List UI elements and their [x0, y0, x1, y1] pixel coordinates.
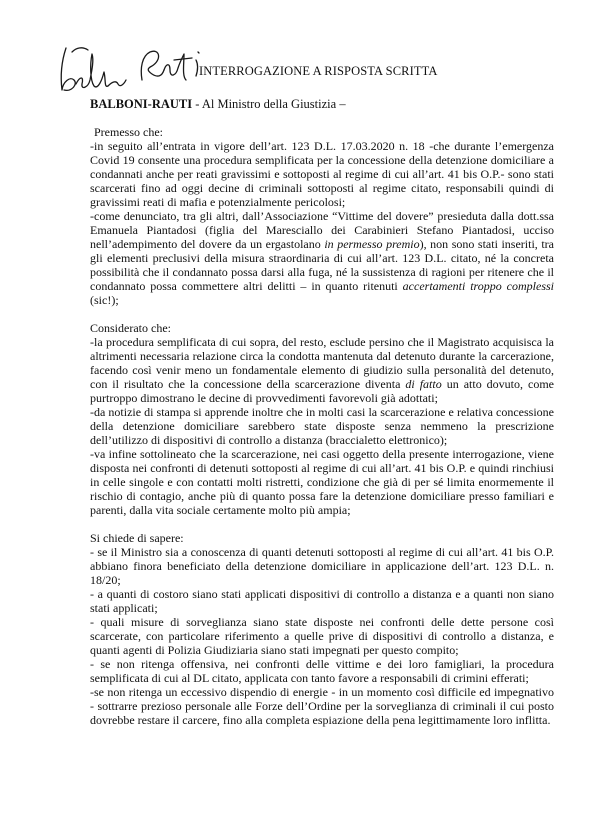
- question-4: - se non ritenga offensiva, nei confronti delle vittime e dei loro famigliari, la procedura semplificata di cui al DL citato, applicata con tanto favore a responsabili di crimini efferati;: [90, 657, 554, 685]
- document-header: [90, 97, 530, 111]
- document-body: [90, 125, 554, 727]
- considerato-heading: Considerato che:: [90, 321, 171, 335]
- question-2: - a quanti di costoro siano stati applicati dispositivi di controllo a distanza e a quanti non siano stati applicati;: [90, 587, 554, 615]
- si-chiede-heading: Si chiede di sapere:: [90, 531, 184, 545]
- considerato-paragraph-1: -la procedura semplificata di cui sopra, del resto, esclude persino che il Magistrato acquisisca la altrimenti necessaria relazione circa la condotta mantenuta dal detenuto durante la carcerazione, facendo così venir meno un fondamentale elemento di giudizio sulla personalità del detenuto, con il risultato che la concessione della scarcerazione diventa di fatto un atto dovuto, come purtroppo dimostrano le decine di provvedimenti favorevoli già adottati;: [90, 335, 554, 405]
- question-5: -se non ritenga un eccessivo dispendio di energie - in un momento così difficile ed impegnativo - sottrarre prezioso personale alle Forze dell’Ordine per la sorveglianza di criminali il cui posto dovrebbe restare il carcere, fino alla completa espiazione della pena legittimamente loro inflitta.: [90, 685, 554, 727]
- question-3: - quali misure di sorveglianza siano state disposte nei confronti delle dette persone così scarcerate, con particolare riferimento a quelle prive di dispositivi di controllo a distanza, e quanti agenti di Polizia Giudiziaria siano stati impegnati per questo compito;: [90, 615, 554, 657]
- premesso-paragraph-2: -come denunciato, tra gli altri, dall’Associazione “Vittime del dovere” presieduta dalla dott.ssa Emanuela Piantadosi (figlia del Maresciallo dei Carabinieri Stefano Piantadosi, ucciso nell’adempimento del dovere da un ergastolano in permesso premio), non sono stati inseriti, tra gli elementi preclusivi della misura straordinaria di cui all’art. 123 D.L. citato, né la concreta possibilità che il condannato possa darsi alla fuga, né la sussistenza di ragioni per ritenere che il condannato possa commettere altri delitti – in quanto ritenuti accertamenti troppo complessi (sic!);: [90, 209, 554, 307]
- question-1: - se il Ministro sia a conoscenza di quanti detenuti sottoposti al regime di cui all’art. 41 bis O.P. abbiano finora beneficiato della detenzione domiciliare in applicazione dell’art. 123 D.L. n. 18/20;: [90, 545, 554, 587]
- considerato-paragraph-2: -da notizie di stampa si apprende inoltre che in molti casi la scarcerazione e relativa concessione della detenzione domiciliare sarebbero state disposte senza nemmeno la prescrizione dell’utilizzo di dispositivi di controllo a distanza (braccialetto elettronico);: [90, 405, 554, 447]
- handwritten-signature: [52, 40, 222, 100]
- authors: BALBONI-RAUTI: [90, 97, 193, 111]
- premesso-paragraph-1: -in seguito all’entrata in vigore dell’art. 123 D.L. 17.03.2020 n. 18 -che durante l’emergenza Covid 19 consente una procedura semplificata per la concessione della detenzione domiciliare a condannati anche per reati gravissimi e sottoposti al regime di cui all’art. 41 bis O.P.- sono stati scarcerati fino ad oggi decine di criminali sottoposti al regime citato, responsabili quindi di gravissimi reati di mafia e potenzialmente pericolosi;: [90, 139, 554, 209]
- document-title: INTERROGAZIONE A RISPOSTA SCRITTA: [199, 64, 438, 78]
- considerato-paragraph-3: -va infine sottolineato che la scarcerazione, nei casi oggetto della presente interrogazione, viene disposta nei confronti di detenuti sottoposti al regime di cui all’art. 41 bis O.P. e quindi rinchiusi in celle singole e con contatti molti ristretti, condizione che già di per sé limita enormemente il rischio di contagio, anche più di quanto possa fare la detenzione domiciliare presso familiari e parenti, dalla vita sociale certamente molto più ampia;: [90, 447, 554, 517]
- addressee: - Al Ministro della Giustizia –: [192, 97, 346, 111]
- premesso-heading: Premesso che:: [94, 125, 163, 139]
